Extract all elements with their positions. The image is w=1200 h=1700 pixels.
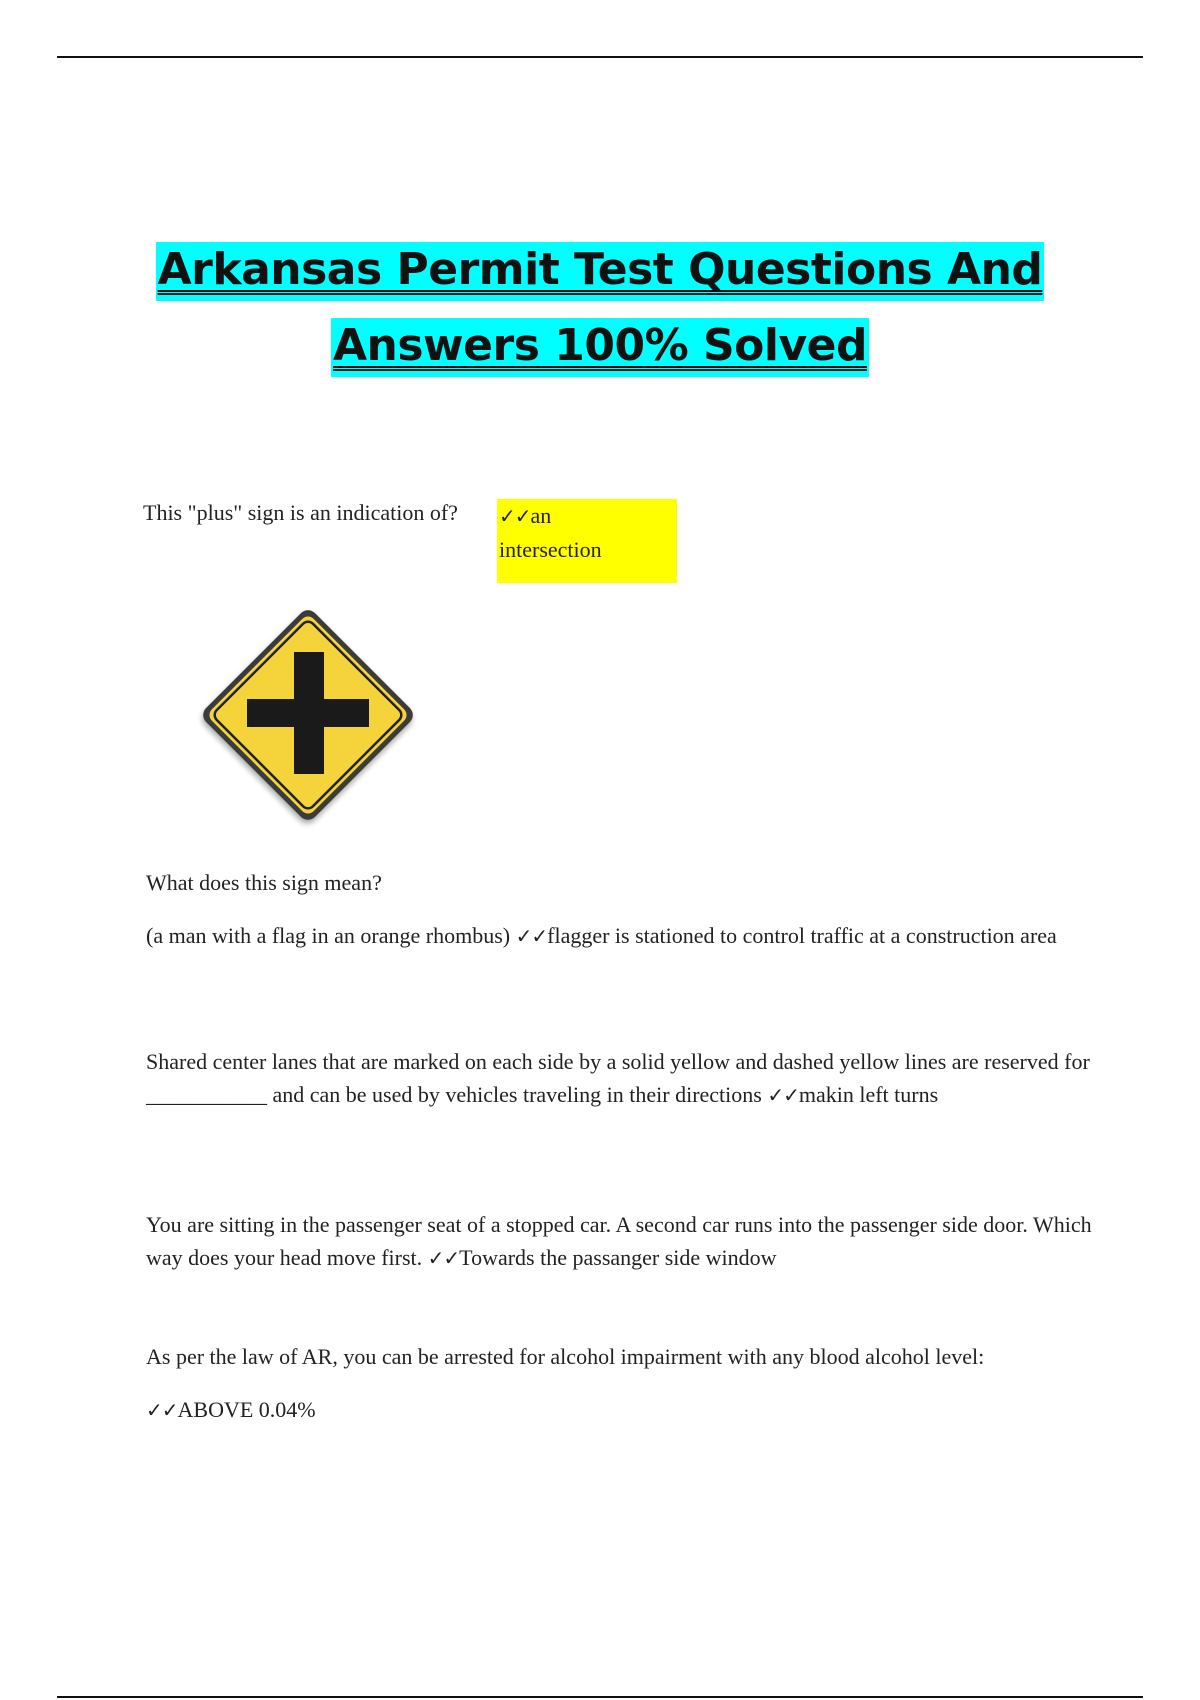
question-3 [146, 919, 1106, 953]
question-6: As per the law of AR, you can be arrested for alcohol impairment with any blood alcohol level: [146, 1344, 985, 1369]
check-mark-icon: ✓✓ [767, 1083, 799, 1107]
question-5-text: You are sitting in the passenger seat of a stopped car. A second car runs into the passenger side door. Which way does your head move first. [146, 1212, 1092, 1270]
answer-1-line-1: an [530, 503, 552, 528]
document-title [0, 232, 1200, 384]
question-4-text: Shared center lanes that are marked on each side by a solid yellow and dashed yellow lines are reserved for ___________ and can be used by vehicles traveling in their directions [146, 1049, 1090, 1107]
answer-5: Towards the passanger side window [459, 1245, 777, 1270]
answer-3: flagger is stationed to control traffic at a construction area [547, 923, 1057, 948]
check-mark-icon: ✓✓ [515, 924, 548, 948]
answer-6-text: ABOVE 0.04% [177, 1397, 316, 1422]
answer-1-highlight [497, 499, 677, 583]
title-line-2: Answers 100% Solved [331, 318, 869, 377]
answer-6 [146, 1393, 316, 1427]
answer-4: makin left turns [798, 1082, 939, 1107]
bottom-rule [57, 1696, 1143, 1698]
check-mark-icon: ✓✓ [146, 1398, 178, 1422]
answer-1-line-2: intersection [499, 537, 602, 562]
question-1: This "plus" sign is an indication of? [143, 500, 458, 525]
check-mark-icon: ✓✓ [499, 504, 531, 528]
question-2: What does this sign mean? [146, 870, 382, 895]
question-4 [146, 1045, 1106, 1112]
check-mark-icon: ✓✓ [427, 1246, 460, 1270]
crossroad-warning-sign-icon [183, 590, 433, 840]
question-3-text: (a man with a flag in an orange rhombus) [146, 923, 511, 948]
top-rule [57, 56, 1143, 58]
question-5 [146, 1208, 1106, 1275]
title-line-1: Arkansas Permit Test Questions And [156, 242, 1045, 301]
